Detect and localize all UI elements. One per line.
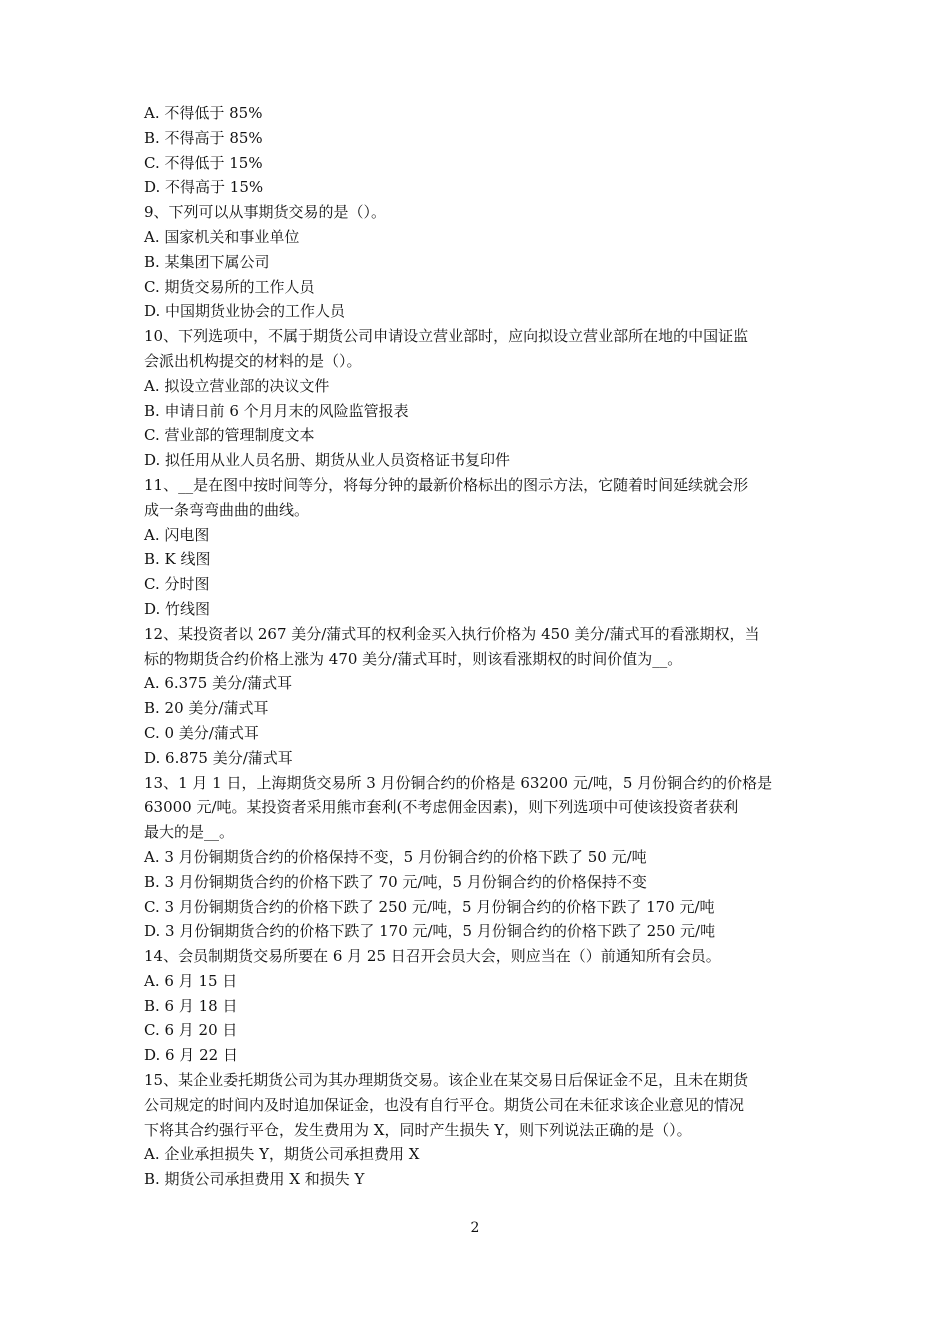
option-line: C. 6 月 20 日 — [144, 1021, 238, 1040]
option-line: B. 6 月 18 日 — [144, 996, 238, 1015]
option-line: D. 拟任用从业人员名册、期货从业人员资格证书复印件 — [144, 451, 511, 470]
option-line: B. 申请日前 6 个月月末的风险监管报表 — [144, 401, 409, 420]
question-line: 会派出机构提交的材料的是（）。 — [144, 351, 362, 370]
option-line: C. 期货交易所的工作人员 — [144, 277, 315, 296]
question-line: 公司规定的时间内及时追加保证金，也没有自行平仓。期货公司在未征求该企业意见的情况 — [144, 1095, 745, 1114]
question-line: 11、__是在图中按时间等分，将每分钟的最新价格标出的图示方法，它随着时间延续就会形 — [144, 475, 749, 494]
option-line: B. 20 美分/蒲式耳 — [144, 699, 269, 718]
question-line: 13、1 月 1 日，上海期货交易所 3 月份铜合约的价格是 63200 元/吨，5 月份铜合约的价格是 — [144, 773, 773, 792]
option-line: A. 闪电图 — [144, 525, 210, 544]
option-line: A. 企业承担损失 Y，期货公司承担费用 X — [144, 1145, 420, 1164]
option-line: D. 不得高于 15% — [144, 178, 264, 197]
question-line: 15、某企业委托期货公司为其办理期货交易。该企业在某交易日后保证金不足，且未在期货 — [144, 1071, 749, 1090]
option-line: D. 中国期货业协会的工作人员 — [144, 302, 346, 321]
option-line: A. 6 月 15 日 — [144, 971, 238, 990]
question-line: 下将其合约强行平仓，发生费用为 X，同时产生损失 Y，则下列说法正确的是（）。 — [144, 1120, 692, 1139]
option-line: A. 不得低于 85% — [144, 104, 263, 122]
option-line: D. 6.875 美分/蒲式耳 — [144, 748, 293, 767]
question-line: 最大的是__。 — [144, 823, 235, 842]
question-line: 63000 元/吨。某投资者采用熊市套利(不考虑佣金因素)，则下列选项中可使该投资者获利 — [144, 798, 739, 817]
option-line: C. 0 美分/蒲式耳 — [144, 723, 259, 742]
option-line: D. 3 月份铜期货合约的价格下跌了 170 元/吨，5 月份铜合约的价格下跌了 250 元/吨 — [144, 922, 716, 941]
option-line: A. 拟设立营业部的决议文件 — [144, 376, 330, 395]
option-line: C. 不得低于 15% — [144, 153, 263, 172]
option-line: C. 3 月份铜期货合约的价格下跌了 250 元/吨，5 月份铜合约的价格下跌了 170 元/吨 — [144, 897, 715, 916]
option-line: C. 分时图 — [144, 575, 210, 594]
option-line: B. 期货公司承担费用 X 和损失 Y — [144, 1170, 365, 1189]
option-line: C. 营业部的管理制度文本 — [144, 426, 315, 445]
option-line: D. 6 月 22 日 — [144, 1046, 238, 1065]
question-line: 14、会员制期货交易所要在 6 月 25 日召开会员大会，则应当在（）前通知所有会员。 — [144, 947, 721, 966]
question-line: 标的物期货合约价格上涨为 470 美分/蒲式耳时，则该看涨期权的时间价值为__。 — [144, 649, 683, 668]
option-line: B. 不得高于 85% — [144, 128, 263, 147]
page-content — [144, 101, 812, 1192]
option-line: B. 某集团下属公司 — [144, 252, 270, 271]
question-line: 9、下列可以从事期货交易的是（）。 — [144, 203, 387, 222]
option-line: D. 竹线图 — [144, 599, 211, 618]
option-line: A. 6.375 美分/蒲式耳 — [144, 674, 293, 693]
page-number: 2 — [470, 1220, 480, 1236]
option-line: B. 3 月份铜期货合约的价格下跌了 70 元/吨，5 月份铜合约的价格保持不变 — [144, 872, 647, 891]
question-line: 10、下列选项中，不属于期货公司申请设立营业部时，应向拟设立营业部所在地的中国证监 — [144, 327, 749, 346]
question-line: 成一条弯弯曲曲的曲线。 — [144, 500, 310, 519]
question-line: 12、某投资者以 267 美分/蒲式耳的权利金买入执行价格为 450 美分/蒲式耳的看涨期权，当 — [144, 624, 760, 643]
option-line: B. K 线图 — [144, 550, 211, 569]
option-line: A. 国家机关和事业单位 — [144, 227, 300, 246]
option-line: A. 3 月份铜期货合约的价格保持不变，5 月份铜合约的价格下跌了 50 元/吨 — [144, 847, 647, 866]
